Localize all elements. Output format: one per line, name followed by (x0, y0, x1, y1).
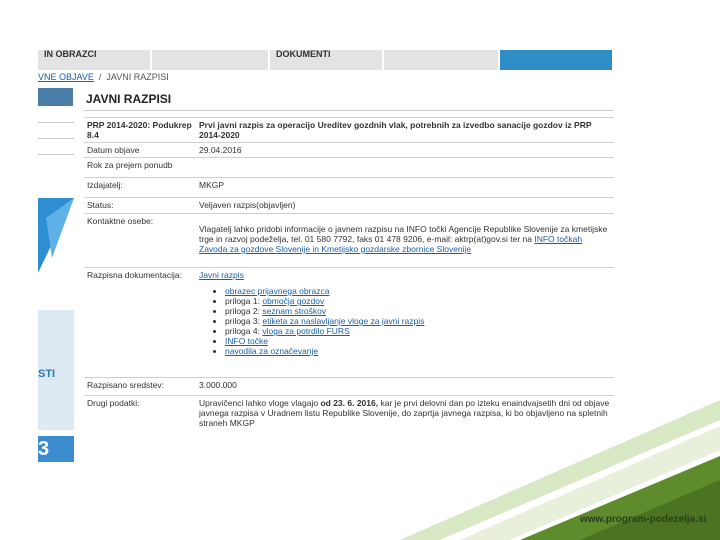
logo-graphic (38, 198, 74, 278)
sidebar-banner-panel[interactable] (38, 310, 74, 430)
nav-tab-label: DOKUMENTI (276, 50, 331, 59)
top-navigation (38, 50, 614, 70)
nav-tab-dokumenti[interactable] (270, 50, 384, 70)
item-prefix: priloga 1: (225, 296, 260, 306)
zgs-kgzs-link[interactable]: Zavoda za gozdove Slovenije in Kmetijsko gozdarske zbornice Slovenije (199, 244, 472, 254)
javni-razpis-link[interactable]: Javni razpis (199, 270, 244, 280)
row-value: 3.000.000 (196, 378, 614, 396)
list-item (225, 316, 611, 326)
row-label: Status: (84, 198, 196, 214)
footer-site-url: www.program-podezelja.si (580, 514, 707, 525)
row-label: Razpisna dokumentacija: (84, 268, 196, 378)
row-value (196, 158, 614, 178)
list-item (225, 296, 611, 306)
document-link[interactable]: seznam stroškov (262, 306, 327, 316)
list-item (225, 336, 611, 346)
row-value (196, 268, 614, 378)
sidebar-blue-box[interactable] (38, 436, 74, 462)
row-value (196, 214, 614, 268)
row-label: Razpisano sredstev: (84, 378, 196, 396)
other-text-b: kar je prvi delovni dan po izteku enaindvajsetih dni od objave javnega razpisa v Uradnem listu Republike Slovenije, do zaprtja javnega razpisa, ki bo objavljeno na spletnih straneh MKGP (199, 398, 610, 428)
table-row (84, 158, 614, 178)
item-prefix: priloga 3: (225, 316, 260, 326)
nav-tab-label: IN OBRAZCI (44, 50, 97, 59)
other-text-date: od 23. 6. 2016, (320, 398, 379, 408)
document-link[interactable]: vloga za potrdilo FURS (262, 326, 350, 336)
sidebar-banner (38, 88, 73, 106)
row-value: Prvi javni razpis za operacijo Ureditev gozdnih vlak, potrebnih za izvedbo sanacije gozdov iz PRP 2014-2020 (196, 118, 614, 143)
documents-list (199, 286, 611, 356)
sidebar-box-text: 3 (38, 438, 50, 460)
breadcrumb-separator: / (98, 72, 102, 82)
table-row (84, 118, 614, 143)
row-value: 29.04.2016 (196, 143, 614, 158)
breadcrumb (38, 72, 169, 82)
nav-tab[interactable] (384, 50, 500, 70)
row-label: Rok za prejem ponudb (84, 158, 196, 178)
info-points-link[interactable]: INFO točkah (534, 234, 583, 244)
divider (38, 138, 74, 139)
document-link[interactable]: etiketa za naslavljanje vloge za javni razpis (262, 316, 425, 326)
other-text-a: Upravičenci lahko vloge vlagajo (199, 398, 319, 408)
row-value: Veljaven razpis(objavljen) (196, 198, 614, 214)
nav-tab-obrazci[interactable] (38, 50, 152, 70)
table-row (84, 178, 614, 198)
table-row (84, 198, 614, 214)
item-prefix: priloga 4: (225, 326, 260, 336)
nav-tab-active[interactable] (500, 50, 614, 70)
list-item (225, 346, 611, 356)
contact-text: Vlagatelj lahko pridobi informacije o javnem razpisu na INFO točki Agencije Republike Slovenije za kmetijske trge in razvoj podeželja, tel. 01 580 7792, faks 01 478 9206, e-mail: aktrp(at)gov.si (199, 224, 608, 244)
row-label: PRP 2014-2020: Podukrep 8.4 (84, 118, 196, 143)
document-link[interactable]: obrazec prijavnega obrazca (225, 286, 330, 296)
table-row (84, 143, 614, 158)
row-label: Drugi podatki: (84, 396, 196, 431)
divider (38, 154, 74, 155)
nav-tab[interactable] (152, 50, 270, 70)
main-content (84, 88, 614, 430)
table-row (84, 214, 614, 268)
row-label: Datum objave (84, 143, 196, 158)
breadcrumb-current: JAVNI RAZPISI (106, 72, 169, 82)
document-link[interactable]: območja gozdov (262, 296, 325, 306)
row-value: MKGP (196, 178, 614, 198)
sidebar-panel-text: STI (38, 368, 56, 380)
document-link[interactable]: INFO točke (225, 336, 268, 346)
contact-text-2: ter na (510, 234, 532, 244)
item-prefix: priloga 2: (225, 306, 260, 316)
left-sidebar (38, 88, 75, 462)
list-item (225, 306, 611, 316)
page-title: JAVNI RAZPISI (84, 88, 614, 111)
document-link[interactable]: navodila za označevanje (225, 346, 319, 356)
table-row (84, 268, 614, 378)
list-item (225, 286, 611, 296)
row-label: Izdajatelj: (84, 178, 196, 198)
list-item (225, 326, 611, 336)
breadcrumb-parent-link[interactable]: VNE OBJAVE (38, 72, 94, 82)
row-label: Kontaktne osebe: (84, 214, 196, 268)
divider (38, 122, 74, 123)
